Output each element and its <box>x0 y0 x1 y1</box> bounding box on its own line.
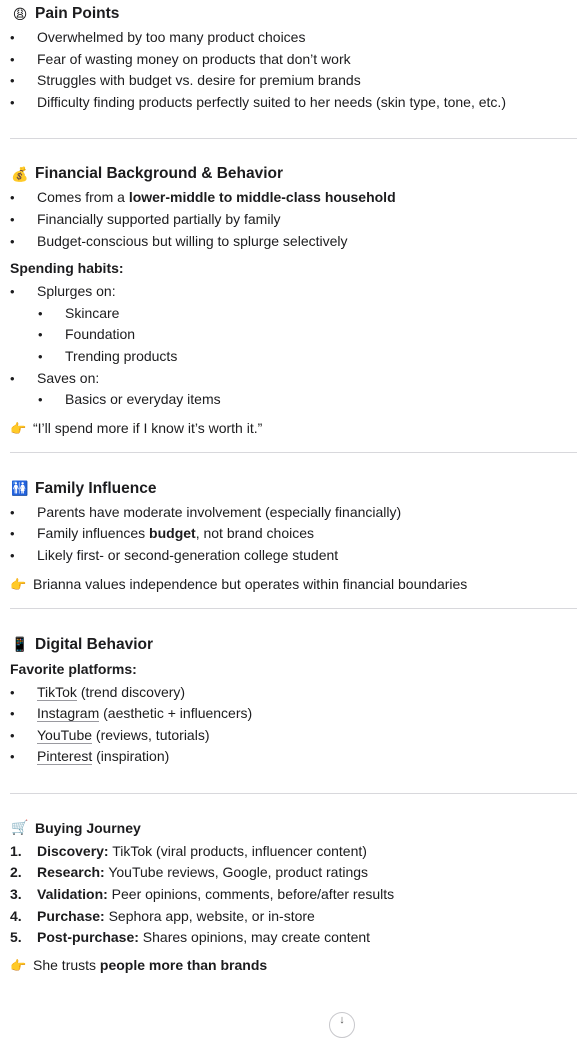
list-item: 2. Research: YouTube reviews, Google, product ratings <box>10 864 369 881</box>
family-callout: 👉 Brianna values independence but operates within financial boundaries <box>0 572 577 596</box>
list-item: 3. Validation: Peer opinions, comments, before/after results <box>10 886 395 903</box>
list-item: 4. Purchase: Sephora app, website, or in-store <box>10 907 315 924</box>
youtube-link[interactable]: YouTube <box>37 726 93 743</box>
journey-steps <box>0 841 577 949</box>
digital-heading <box>0 632 577 658</box>
heading-text: Digital Behavior <box>35 635 153 653</box>
list-item: • YouTube (reviews, tutorials) <box>10 726 210 743</box>
pain-points-list <box>0 27 577 113</box>
list-item: 1. Discovery: TikTok (viral products, influencer content) <box>10 842 367 859</box>
weary-face-icon: 😩 <box>12 5 28 22</box>
heading-text: Buying Journey <box>35 819 141 836</box>
list-item: • Financially supported partially by family <box>10 210 281 227</box>
list-item: • Comes from a lower-middle to middle-class household <box>10 189 396 206</box>
list-item: • Budget-conscious but willing to splurge selectively <box>10 232 348 249</box>
pointing-hand-icon: 👉 <box>10 957 27 973</box>
spending-habits-label: Spending habits: <box>10 260 124 277</box>
tiktok-link[interactable]: TikTok <box>37 683 77 700</box>
family-heading <box>0 476 577 502</box>
financial-callout: 👉 “I’ll spend more if I know it’s worth it.” <box>0 416 577 440</box>
family-list <box>0 502 577 567</box>
list-item: • Parents have moderate involvement (especially financially) <box>10 503 402 520</box>
arrow-down-icon: ↓ <box>339 1014 345 1026</box>
pain-points-heading <box>0 1 577 27</box>
list-item: • Splurges on: <box>10 283 116 300</box>
mobile-phone-icon: 📱 <box>11 636 29 652</box>
spending-list <box>0 281 577 411</box>
list-item: • Struggles with budget vs. desire for premium brands <box>10 72 361 89</box>
list-item: • Pinterest (inspiration) <box>10 748 170 765</box>
pointing-hand-icon: 👉 <box>10 576 27 592</box>
section-family <box>0 453 577 596</box>
favorite-platforms-label: Favorite platforms: <box>10 660 137 677</box>
family-icon: 🚻 <box>11 480 29 497</box>
money-bag-icon: 💰 <box>11 165 29 182</box>
list-item: • Likely first- or second-generation college student <box>10 546 339 563</box>
heading-text: Family Influence <box>35 479 157 497</box>
list-item: • Saves on: <box>10 369 100 386</box>
list-item: • Instagram (aesthetic + influencers) <box>10 705 253 722</box>
list-item: • Foundation <box>38 326 136 343</box>
pinterest-link[interactable]: Pinterest <box>37 748 93 765</box>
journey-callout: 👉 She trusts people more than brands <box>0 953 577 977</box>
list-item: • TikTok (trend discovery) <box>10 683 186 700</box>
list-item: • Overwhelmed by too many product choices <box>10 29 306 45</box>
list-item: • Basics or everyday items <box>38 391 221 408</box>
list-item: • Family influences budget, not brand choices <box>10 525 314 542</box>
section-pain-points <box>0 0 577 113</box>
section-digital <box>0 609 577 768</box>
list-item: • Trending products <box>38 347 178 364</box>
list-item: • Fear of wasting money on products that don’t work <box>10 50 351 67</box>
pointing-hand-icon: 👉 <box>10 420 27 436</box>
heading-text: Pain Points <box>35 5 120 22</box>
section-buying-journey <box>0 794 577 977</box>
scroll-down-button[interactable] <box>329 1012 355 1038</box>
section-financial <box>0 139 577 439</box>
list-item: 5. Post-purchase: Shares opinions, may create content <box>10 929 371 946</box>
financial-list <box>0 187 577 252</box>
platforms-list <box>0 682 577 768</box>
heading-text: Financial Background & Behavior <box>35 165 284 183</box>
list-item: • Difficulty finding products perfectly suited to her needs (skin type, tone, etc.) <box>10 93 506 110</box>
instagram-link[interactable]: Instagram <box>37 705 100 722</box>
buying-journey-heading <box>0 815 577 841</box>
shopping-cart-icon: 🛒 <box>11 819 29 836</box>
financial-heading <box>0 161 577 187</box>
list-item: • Skincare <box>38 304 120 321</box>
